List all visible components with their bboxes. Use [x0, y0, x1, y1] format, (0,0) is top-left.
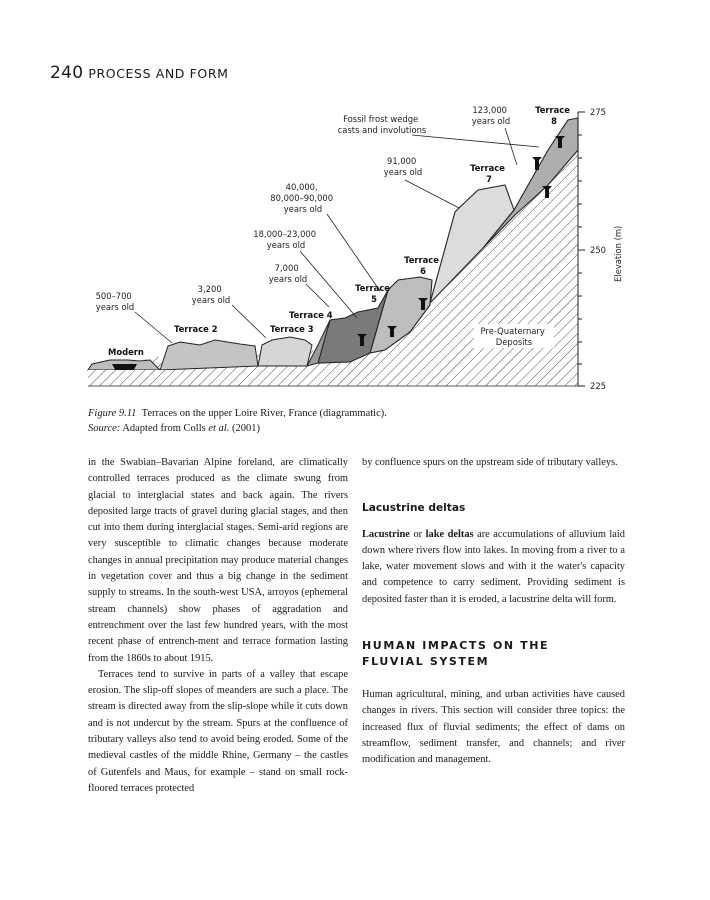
lacustrine-text: are accumulations of alluvium laid down where rivers flow into lakes. In moving from a river to a lake, water movement slows and with it the water's capacity and competence to carry sediment. Providing sediment is deposited faster than it is eroded, a lacustrine delta will form. [362, 528, 625, 605]
heading-human-line-2: FLUVIAL SYSTEM [362, 655, 490, 669]
term-lacustrine: Lacustrine [362, 528, 410, 540]
source-etal: et al. [208, 423, 230, 434]
tick-250: 250 [590, 245, 606, 255]
label-terrace-4: Terrace 4 [289, 310, 333, 320]
running-head [50, 63, 229, 83]
lacustrine-paragraph [362, 527, 625, 608]
label-age-3200: 3,200 years old [191, 284, 231, 305]
label-terrace-3: Terrace 3 [270, 324, 314, 334]
label-age-7000: 7,000 years old [268, 263, 308, 284]
base-hatch [88, 370, 578, 386]
page-number: 240 [50, 63, 84, 83]
label-terrace-5: Terrace 5 [355, 283, 390, 304]
axis-title: Elevation (m) [613, 225, 623, 282]
caption-text: Terraces on the upper Loire River, France (diagrammatic). [141, 408, 387, 419]
label-terrace-8: Terrace 8 [535, 105, 570, 126]
caption-label: Figure 9.11 [88, 408, 137, 419]
human-impacts-paragraph: Human agricultural, mining, and urban activities have caused changes in rivers. This section will consider three topics: the increased flux of fluvial sediments; the effect of dams on streamflow, sediment transfer, and channels; and river modification and management. [362, 689, 625, 766]
label-pre-quaternary: Pre-Quaternary Deposits [480, 326, 545, 347]
label-age-123000: 123,000 years old [471, 105, 511, 126]
label-modern: Modern [108, 347, 144, 357]
label-age-91000: 91,000 years old [383, 156, 423, 177]
tick-275: 275 [590, 107, 606, 117]
section-title: PROCESS AND FORM [88, 66, 229, 81]
terrace-3-fill [258, 337, 312, 366]
source-year: (2001) [231, 423, 260, 434]
source-label: Source: [88, 423, 121, 434]
terrace-2-fill [160, 340, 258, 370]
label-age-500: 500–700 years old [95, 291, 135, 312]
label-fossil: Fossil frost wedge casts and involutions [337, 114, 427, 135]
heading-human-impacts [362, 638, 625, 670]
source-text: Adapted from Colls [122, 423, 206, 434]
label-terrace-6: Terrace 6 [404, 255, 439, 276]
label-terrace-7: Terrace 7 [470, 163, 505, 184]
heading-human-line-1: HUMAN IMPACTS ON THE [362, 639, 550, 653]
right-column [362, 455, 625, 769]
figure-caption [88, 406, 648, 436]
heading-lacustrine-deltas: Lacustrine deltas [362, 502, 466, 515]
term-lake-deltas: lake deltas [425, 528, 474, 540]
terrace-diagram [0, 95, 710, 395]
label-age-40000: 40,000, 80,000–90,000 years old [270, 182, 334, 214]
left-column [88, 455, 348, 797]
label-terrace-2: Terrace 2 [174, 324, 218, 334]
right-paragraph-1: by confluence spurs on the upstream side of tributary valleys. [362, 457, 618, 468]
word-or: or [413, 528, 423, 540]
label-age-18000: 18,000–23,000 years old [253, 229, 317, 250]
left-paragraph-1: in the Swabian–Bavarian Alpine foreland, are climatically controlled terraces produced as the climate swung from glacial to interglacial states and back again. The rivers deposited large tracts of gravel during glacial stages, and then cut into them during interglacial stages. Semi-arid regions are very susceptible to climatic changes because moderate changes in annual precipitation may produce material changes in vegetation cover and thus a big change in the sediment supply to streams. In the south-west USA, arroyos (ephemeral stream channels) show phases of aggradation and entrenchment over the last few hundred years, with the most recent phase of entrench-ment and terrace formation lasting from the 1860s to about 1915. [88, 457, 348, 664]
elevation-axis [578, 112, 585, 386]
left-paragraph-2: Terraces tend to survive in parts of a valley that escape erosion. The slip-off slopes of meanders are such a place. The stream is directed away from the slip-slope while it cuts down and is not undercut by the stream. Spurs at the confluence of tributary valleys also tend to avoid being eroded. Some of the medieval castles of the middle Rhine, Germany – the castles of Gutenfels and Maus, for example – stand on small rock-floored terraces protected [88, 668, 348, 794]
tick-225: 225 [590, 381, 606, 391]
